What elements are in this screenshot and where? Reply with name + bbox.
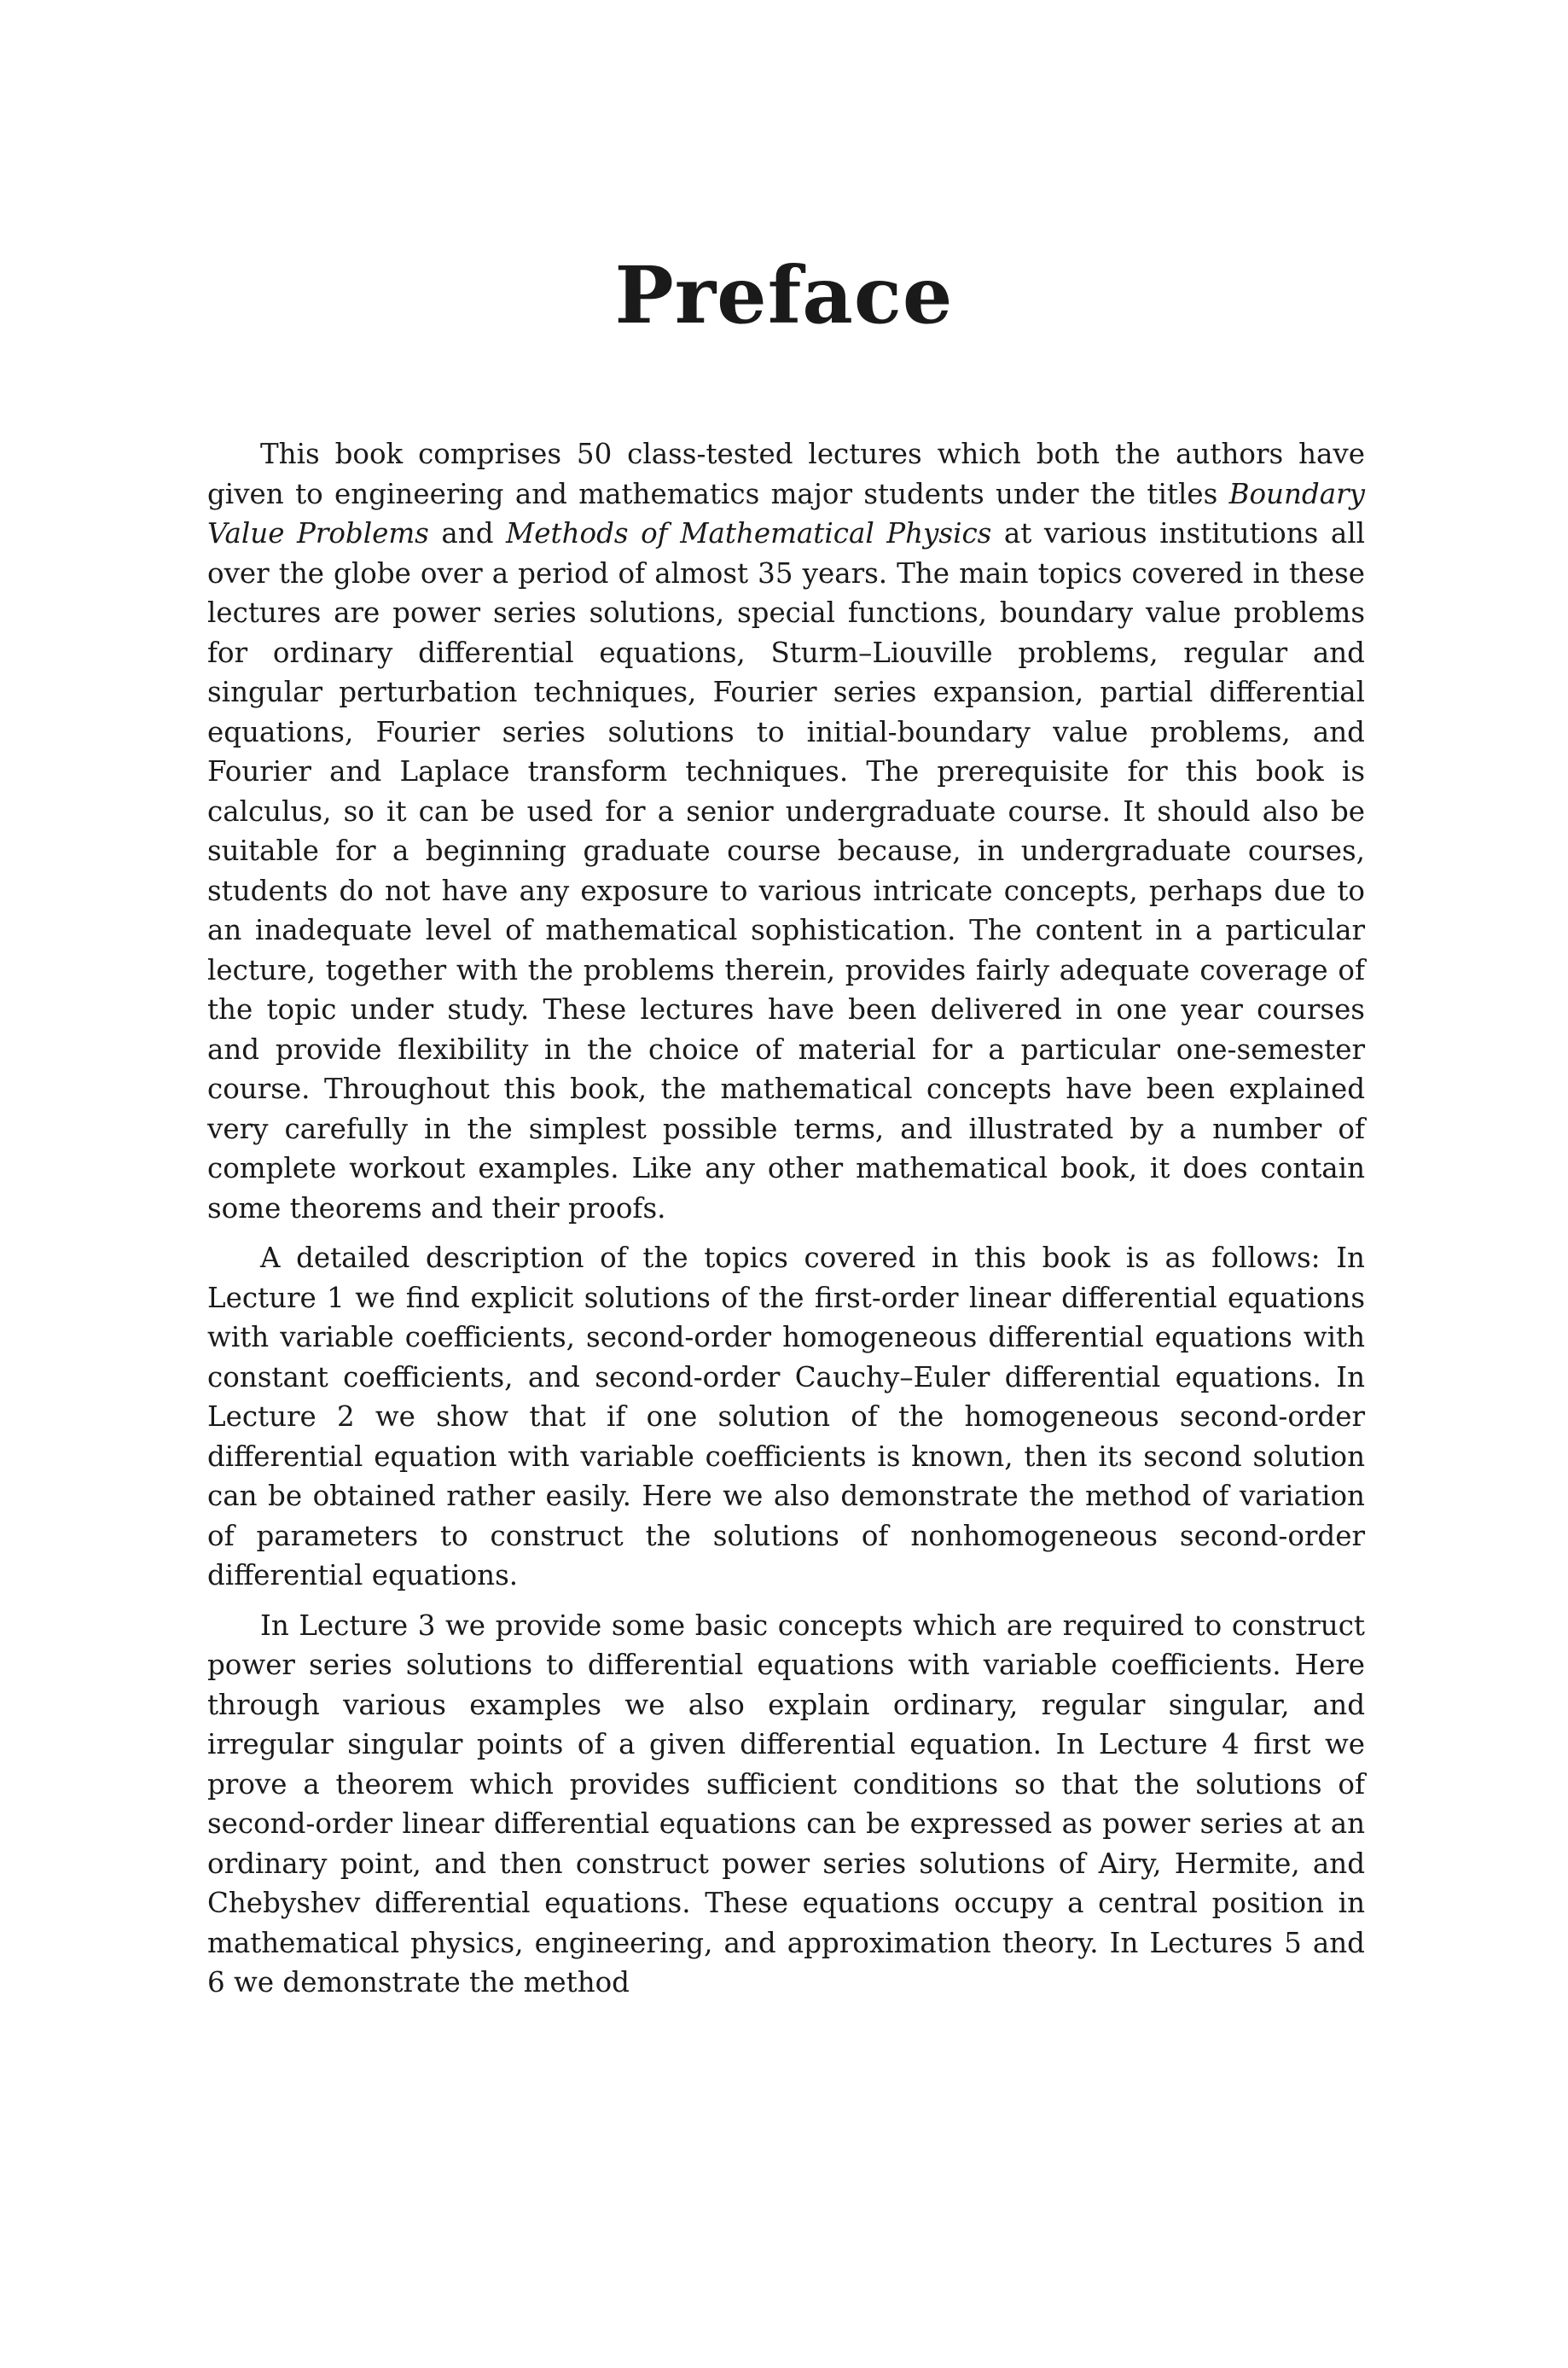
text-span: A detailed description of the topics covered in this book is as follows: In Lecture 1 we find explicit solutions of the first-order linear differential equations with variable coefficients, second-order homogeneous differential equations with constant coefficients, and second-order Cauchy–Euler differential equations. In Lecture 2 we show that if one solution of the homogeneous second-order differential equation with variable coefficients is known, then its second solution can be obtained rather easily. Here we also demonstrate the method of variation of parameters to construct the solutions of nonhomogeneous second-order differential equations. xyxy=(207,1242,1365,1591)
text-span: This book comprises 50 class-tested lectures which both the authors have given to engineering and mathematics major students under the titles xyxy=(207,438,1365,510)
book-title-boundary-value-problems: Boundary Value Problems xyxy=(207,477,1365,550)
page-title: Preface xyxy=(614,249,954,341)
paragraph-2 xyxy=(207,1238,1365,1596)
text-span: In Lecture 3 we provide some basic concepts which are required to construct power series solutions to differential equations with variable coefficients. Here through various examples we also explain ordinary, regular singular, and irregular singular points of a given differential equation. In Lecture 4 first we prove a theorem which provides sufficient conditions so that the solutions of second-order linear differential equations can be expressed as power series at an ordinary point, and then construct power series solutions of Airy, Hermite, and Chebyshev differential equations. These equations occupy a central position in mathematical physics, engineering, and approximation theory. In Lectures 5 and 6 we demonstrate the method xyxy=(207,1609,1365,1999)
text-span: and xyxy=(428,517,507,550)
text-span: at various institutions all over the globe over a period of almost 35 years. The main topics covered in these lectures are power series solutions, special functions, boundary value problems for ordinary differential equations, Sturm–Liouville problems, regular and singular perturbation techniques, Fourier series expansion, partial differential equations, Fourier series solutions to initial-boundary value problems, and Fourier and Laplace transform techniques. The prerequisite for this book is calculus, so it can be used for a senior undergraduate course. It should also be suitable for a beginning graduate course because, in undergraduate courses, students do not have any exposure to various intricate concepts, perhaps due to an inadequate level of mathematical sophistication. The content in a particular lecture, together with the problems therein, provides fairly adequate coverage of the topic under study. These lectures have been delivered in one year courses and provide flexibility in the choice of material for a particular one-semester course. Throughout this book, the mathematical concepts have been explained very carefully in the simplest possible terms, and illustrated by a number of complete workout examples. Like any other mathematical book, it does contain some theorems and their proofs. xyxy=(207,517,1365,1225)
preface-body xyxy=(207,434,1365,2003)
book-title-methods-of-mathematical-physics: Methods of Mathematical Physics xyxy=(506,517,992,550)
paragraph-3 xyxy=(207,1606,1365,2003)
paragraph-1 xyxy=(207,434,1365,1228)
